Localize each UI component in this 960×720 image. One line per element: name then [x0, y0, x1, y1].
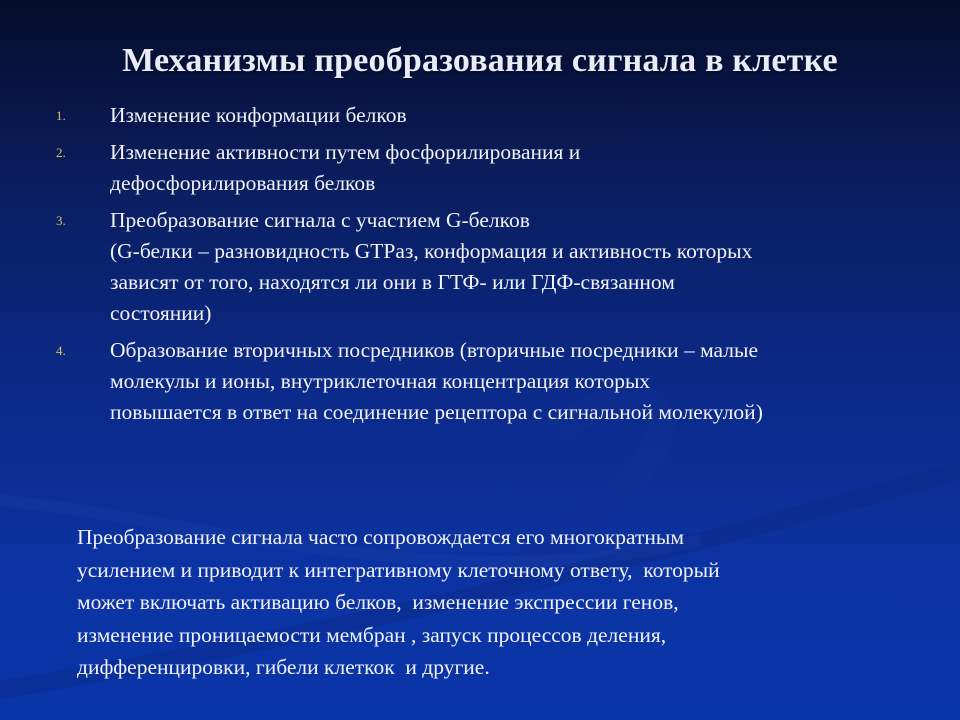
- mechanisms-list: [56, 100, 916, 434]
- paragraph-line: изменение проницаемости мембран , запуск процессов деления,: [77, 622, 667, 647]
- list-item-line: Образование вторичных посредников (вторичные посредники – малые: [110, 338, 758, 362]
- list-number: 2.: [56, 145, 66, 160]
- list-item: [56, 100, 916, 131]
- list-item-line: дефосфорилирования белков: [110, 171, 376, 195]
- slide-title: Механизмы преобразования сигнала в клетке: [122, 42, 838, 79]
- list-item: [56, 335, 916, 428]
- paragraph-line: дифференцировки, гибели клеткок и другие.: [77, 655, 490, 679]
- list-item-line: Изменение конформации белков: [110, 103, 407, 127]
- list-item-line: повышается в ответ на соединение рецептора с сигнальной молекулой): [110, 400, 763, 424]
- paragraph-line: усилением и приводит к интегративному клеточному ответу, который: [77, 557, 720, 582]
- paragraph-line: Преобразование сигнала часто сопровождается его многократным: [77, 525, 684, 549]
- list-item-line: Преобразование сигнала с участием G-белков: [110, 208, 530, 232]
- list-item: [56, 205, 916, 329]
- list-number: 3.: [56, 213, 66, 228]
- list-number: 4.: [56, 343, 66, 358]
- list-item-line: (G-белки – разновидность GTPаз, конформация и активность которых: [110, 239, 753, 263]
- list-item-line: состоянии): [110, 301, 212, 325]
- list-item: [56, 137, 916, 199]
- list-number: 1.: [56, 108, 66, 123]
- summary-paragraph: [77, 521, 897, 684]
- list-item-line: Изменение активности путем фосфорилирования и: [110, 140, 581, 164]
- list-item-line: зависят от того, находятся ли они в ГТФ- или ГДФ-связанном: [110, 270, 675, 294]
- list-item-line: молекулы и ионы, внутриклеточная концентрация которых: [110, 369, 651, 393]
- paragraph-line: может включать активацию белков, изменение экспрессии генов,: [77, 590, 679, 614]
